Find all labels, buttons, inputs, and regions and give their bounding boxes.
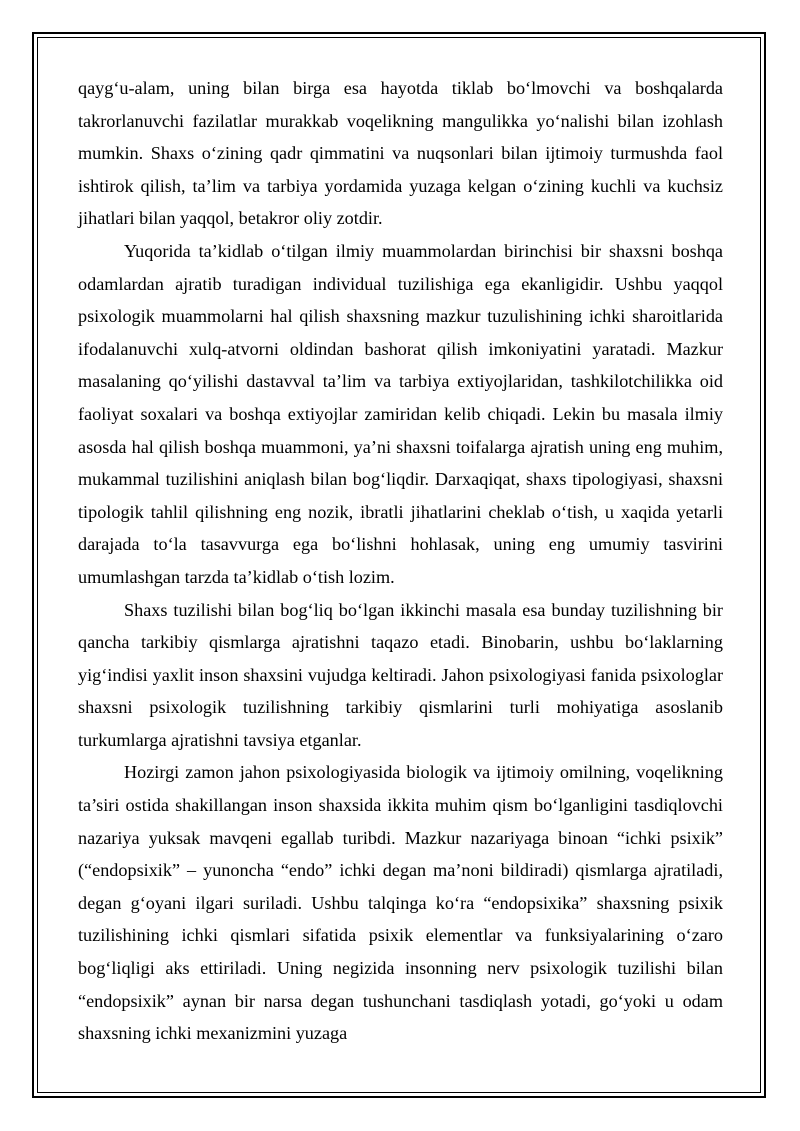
paragraph-individual-structure: Yuqorida ta’kidlab o‘tilgan ilmiy muammolardan birinchisi bir shaxsni boshqa odamlardan ajratib turadigan individual tuzilishiga ega ekanligidir. Ushbu yaqqol psixologik muammolarni hal qilish shaxsning mazkur tuzulishining ichki sharoitlarida ifodalanuvchi xulq-atvorni oldindan bashorat qilish imkoniyatini yaratadi. Mazkur masalaning qo‘yilishi dastavval ta’lim va tarbiya extiyojlaridan, tashkilotchilikka oid faoliyat soxalari va boshqa extiyojlar zamiridan kelib chiqadi. Lekin bu masala ilmiy asosda hal qilish boshqa muammoni, ya’ni shaxsni toifalarga ajratish uning eng muhim, mukammal tuzilishini aniqlash bilan bog‘liqdir. Darxaqiqat, shaxs tipologiyasi, shaxsni tipologik tahlil qilishning eng nozik, ibratli jihatlarini cheklab o‘tish, u xaqida yetarli darajada to‘la tasavvurga ega bo‘lishni hohlasak, uning eng umumiy tasvirini umumlashgan tarzda ta’kidlab o‘tish lozim.: [78, 240, 723, 587]
document-body: [78, 72, 723, 1050]
paragraph-continuation: qayg‘u-alam, uning bilan birga esa hayotda tiklab bo‘lmovchi va boshqalarda takrorlanuvchi fazilatlar murakkab voqelikning mangulikka yo‘nalishi bilan izohlash mumkin. Shaxs o‘zining qadr qimmatini va nuqsonlari bilan ijtimoiy turmushda faol ishtirok qilish, ta’lim va tarbiya yordamida yuzaga kelgan o‘zining kuchli va kuchsiz jihatlari bilan yaqqol, betakror oliy zotdir.: [78, 78, 723, 229]
paragraph-endopsychic-theory: Hozirgi zamon jahon psixologiyasida biologik va ijtimoiy omilning, voqelikning ta’siri ostida shakillangan inson shaxsida ikkita muhim qism bo‘lganligini tasdiqlovchi nazariya yuksak mavqeni egallab turibdi. Mazkur nazariyaga binoan “ichki psixik” (“endopsixik” – yunoncha “endo” ichki degan ma’noni bildiradi) qismlarga ajratiladi, degan g‘oyani ilgari suriladi. Ushbu talqinga ko‘ra “endopsixika” shaxsning psixik tuzilishining ichki qismlari sifatida psixik elementlar va funksiyalarining o‘zaro bog‘liqligi aks ettiriladi. Uning negizida insonning nerv psixologik tuzilishi bilan “endopsixik” aynan bir narsa degan tushunchani tasdiqlash yotadi, go‘yoki u odam shaxsning ichki mexanizmini yuzaga: [78, 762, 723, 1044]
paragraph-structural-components: Shaxs tuzilishi bilan bog‘liq bo‘lgan ikkinchi masala esa bunday tuzilishning bir qancha tarkibiy qismlarga ajratishni taqazo etadi. Binobarin, ushbu bo‘laklarning yig‘indisi yaxlit inson shaxsini vujudga keltiradi. Jahon psixologiyasi fanida psixologlar shaxsni psixologik tuzilishning tarkibiy qismlarini turli mohiyatiga asoslanib turkumlarga ajratishni tavsiya etganlar.: [78, 599, 723, 750]
